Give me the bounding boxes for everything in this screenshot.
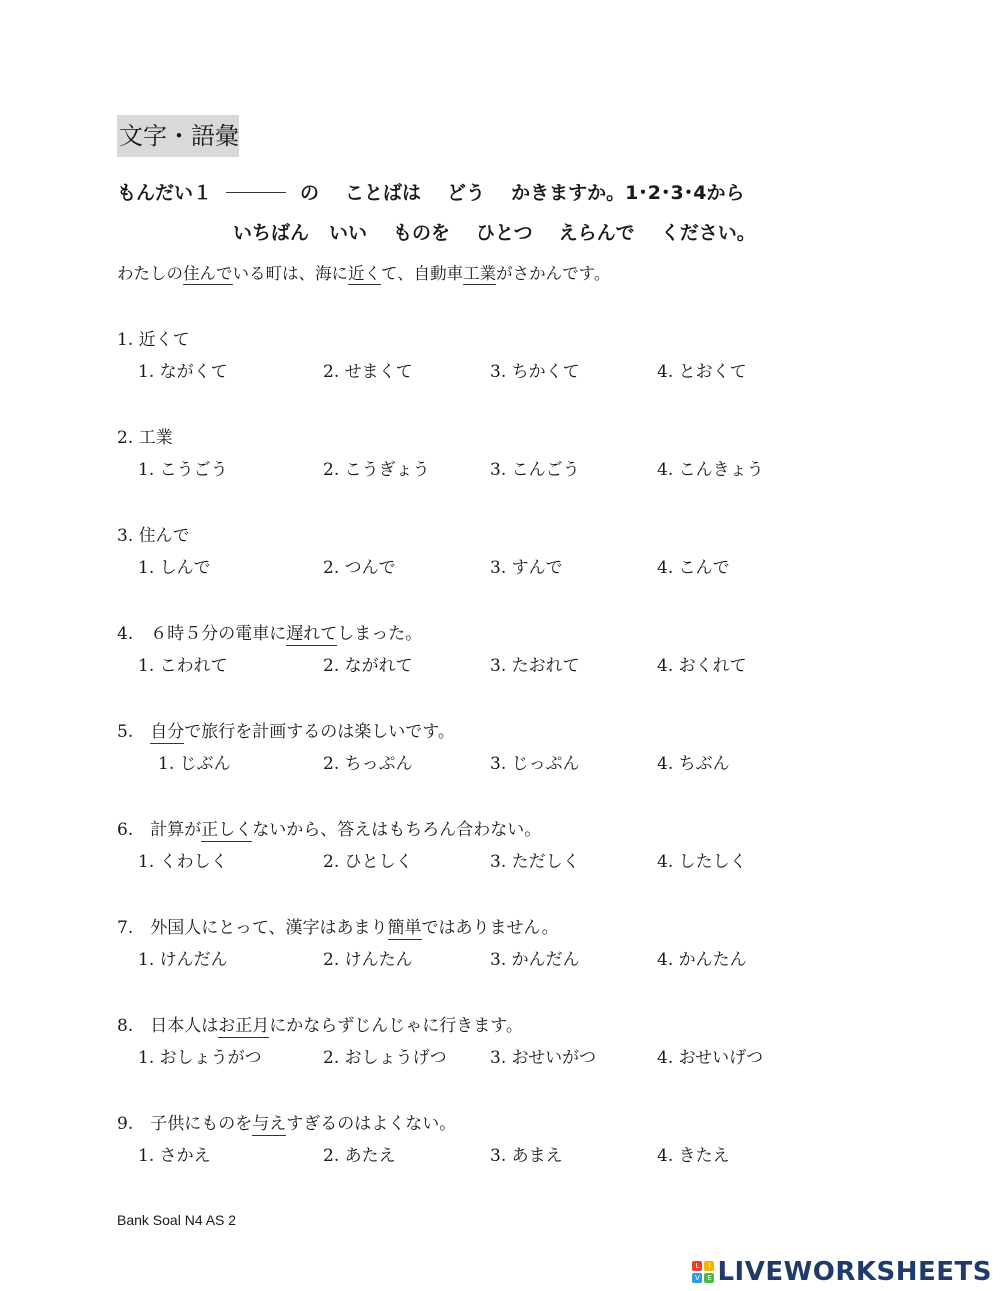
question-2-option-4[interactable]: 4. こんきょう xyxy=(657,460,764,480)
text: ではありません。 xyxy=(421,918,559,938)
text: て、自動車 xyxy=(381,264,464,283)
instruction-word: の xyxy=(300,182,320,204)
underlined-word: 自分 xyxy=(150,722,185,742)
question-2-prompt: 2. 工業 xyxy=(117,428,173,448)
question-4-option-1[interactable]: 1. こわれて xyxy=(138,656,228,676)
question-4-option-2[interactable]: 2. ながれて xyxy=(323,656,413,676)
question-9-option-4[interactable]: 4. きたえ xyxy=(657,1146,730,1166)
question-2-option-3[interactable]: 3. こんごう xyxy=(490,460,580,480)
question-8-option-1[interactable]: 1. おしょうがつ xyxy=(138,1048,262,1068)
logo-text: LIVEWORKSHEETS xyxy=(717,1257,992,1287)
underlined-word: 与え xyxy=(252,1114,287,1134)
question-3-option-3[interactable]: 3. すんで xyxy=(490,558,563,578)
text: で旅行を計画するのは楽しいです。 xyxy=(184,722,455,742)
text: わたしの xyxy=(117,264,183,283)
question-3-prompt: 3. 住んで xyxy=(117,526,190,546)
question-9-option-3[interactable]: 3. あまえ xyxy=(490,1146,563,1166)
question-7-option-1[interactable]: 1. けんだん xyxy=(138,950,228,970)
instruction-word: ものを xyxy=(393,222,451,244)
instruction-word: かきますか。1･2･3･4から xyxy=(511,182,745,204)
text: 8. 日本人は xyxy=(117,1016,219,1036)
instruction-word: ひとつ xyxy=(476,222,533,244)
question-8-option-2[interactable]: 2. おしょうげつ xyxy=(323,1048,447,1068)
underlined-word: お正月 xyxy=(218,1016,270,1036)
question-3-option-1[interactable]: 1. しんで xyxy=(138,558,211,578)
underlined-word: 近く xyxy=(348,264,381,283)
question-3-option-2[interactable]: 2. つんで xyxy=(323,558,396,578)
text: いる町は、海に xyxy=(232,264,348,283)
question-5-option-3[interactable]: 3. じっぷん xyxy=(490,754,580,774)
question-6-prompt xyxy=(117,815,541,840)
question-4-option-4[interactable]: 4. おくれて xyxy=(657,656,747,676)
question-1-prompt: 1. 近くて xyxy=(117,330,190,350)
instruction-line-2 xyxy=(233,218,756,245)
logo-letter-l: L xyxy=(692,1261,702,1271)
question-9-prompt xyxy=(117,1109,456,1134)
underlined-word: 遅れて xyxy=(286,624,338,644)
question-8-option-3[interactable]: 3. おせいがつ xyxy=(490,1048,597,1068)
logo-letter-e: E xyxy=(704,1273,714,1283)
question-1-option-3[interactable]: 3. ちかくて xyxy=(490,362,580,382)
question-6-option-2[interactable]: 2. ひとしく xyxy=(323,852,413,872)
logo-icon xyxy=(692,1261,714,1283)
question-5-option-4[interactable]: 4. ちぶん xyxy=(657,754,730,774)
text: ないから、答えはもちろん合わない。 xyxy=(252,820,542,840)
instruction-prefix: もんだい１ xyxy=(117,182,213,204)
question-1-option-2[interactable]: 2. せまくて xyxy=(323,362,413,382)
section-title: 文字・語彙 xyxy=(117,115,239,157)
instruction-word: いちばん xyxy=(233,222,310,244)
instruction-word: ことばは xyxy=(345,182,422,204)
question-2-option-1[interactable]: 1. こうごう xyxy=(138,460,228,480)
text: にかならずじんじゃに行きます。 xyxy=(269,1016,523,1036)
underlined-word: 簡単 xyxy=(387,918,422,938)
question-7-option-4[interactable]: 4. かんたん xyxy=(657,950,747,970)
question-9-option-2[interactable]: 2. あたえ xyxy=(323,1146,396,1166)
question-3-option-4[interactable]: 4. こんで xyxy=(657,558,730,578)
question-1-option-4[interactable]: 4. とおくて xyxy=(657,362,747,382)
text: すぎるのはよくない。 xyxy=(286,1114,457,1134)
question-6-option-3[interactable]: 3. ただしく xyxy=(490,852,580,872)
text: 7. 外国人にとって、漢字はあまり xyxy=(117,918,388,938)
question-2-option-2[interactable]: 2. こうぎょう xyxy=(323,460,430,480)
instruction-word: どう xyxy=(447,182,486,204)
text: 4. ６時５分の電車に xyxy=(117,624,287,644)
footer-text: Bank Soal N4 AS 2 xyxy=(117,1212,237,1228)
underlined-word: 住んで xyxy=(183,264,233,283)
intro-sentence xyxy=(117,260,610,284)
question-4-prompt xyxy=(117,619,422,644)
question-5-option-2[interactable]: 2. ちっぷん xyxy=(323,754,413,774)
question-5-prompt xyxy=(117,717,455,742)
question-7-option-2[interactable]: 2. けんたん xyxy=(323,950,413,970)
text: がさかんです。 xyxy=(496,264,611,283)
logo-letter-i: I xyxy=(704,1261,714,1271)
question-6-option-1[interactable]: 1. くわしく xyxy=(138,852,228,872)
text: しまった。 xyxy=(337,624,423,644)
question-1-option-1[interactable]: 1. ながくて xyxy=(138,362,228,382)
question-5-option-1[interactable]: 1. じぶん xyxy=(158,754,231,774)
instruction-line-1 xyxy=(117,178,744,205)
question-8-prompt xyxy=(117,1011,523,1036)
question-9-option-1[interactable]: 1. さかえ xyxy=(138,1146,211,1166)
text: 9. 子供にものを xyxy=(117,1114,253,1134)
question-7-prompt xyxy=(117,913,559,938)
text: 5. xyxy=(117,722,151,742)
question-8-option-4[interactable]: 4. おせいげつ xyxy=(657,1048,764,1068)
logo-letter-v: V xyxy=(692,1273,702,1283)
instruction-word: ください。 xyxy=(660,222,756,244)
underlined-word: 正しく xyxy=(201,820,253,840)
text: 6. 計算が xyxy=(117,820,202,840)
question-6-option-4[interactable]: 4. したしく xyxy=(657,852,747,872)
question-7-option-3[interactable]: 3. かんだん xyxy=(490,950,580,970)
underlined-word: 工業 xyxy=(463,264,497,283)
instruction-word: えらんで xyxy=(558,222,635,244)
question-4-option-3[interactable]: 3. たおれて xyxy=(490,656,580,676)
liveworksheets-logo xyxy=(692,1257,992,1287)
instruction-word: いい xyxy=(329,222,368,244)
blank-line xyxy=(226,192,286,193)
